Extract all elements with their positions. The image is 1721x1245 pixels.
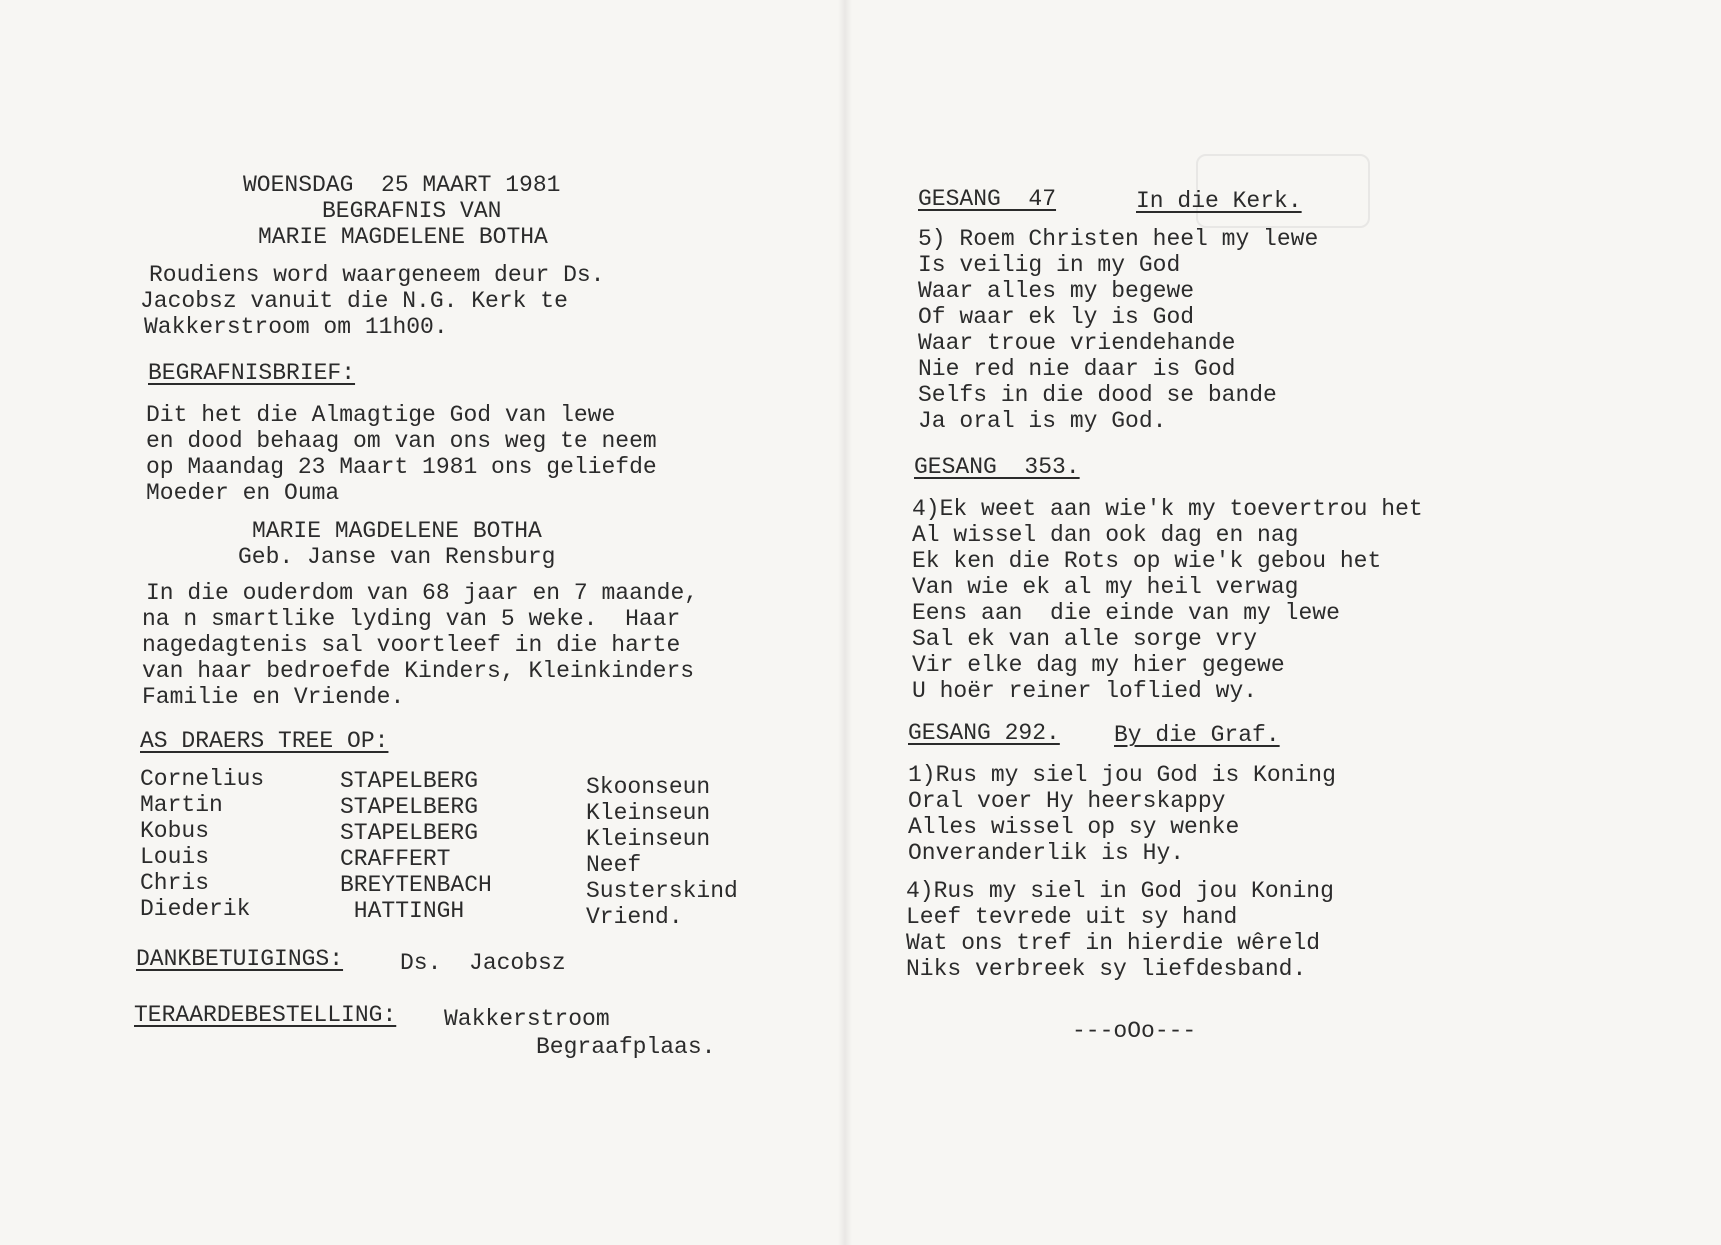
- hymn3-line: 4)Rus my siel in God jou Koning: [906, 878, 1334, 904]
- bearer-relation: Skoonseun: [586, 774, 711, 800]
- hymn2-line: Van wie ek al my heil verwag: [912, 574, 1299, 600]
- bearer-surname: STAPELBERG: [340, 820, 479, 846]
- hymn3-line: 1)Rus my siel jou God is Koning: [908, 762, 1336, 788]
- brief-heading: BEGRAFNISBRIEF:: [148, 360, 356, 386]
- hymn3-verse2: [906, 878, 1334, 982]
- hymn2-line: U hoër reiner loflied wy.: [912, 678, 1258, 704]
- hymn1-line: 5) Roem Christen heel my lewe: [918, 226, 1319, 252]
- hymn1-line: Of waar ek ly is God: [918, 304, 1195, 330]
- bearers-surnames: [340, 768, 492, 924]
- bearer-relation: Kleinseun: [586, 800, 711, 826]
- intro-line: Wakkerstroom om 11h00.: [144, 314, 448, 340]
- intro-line: Jacobsz vanuit die N.G. Kerk te: [140, 288, 568, 314]
- hymn1-line: Ja oral is my God.: [918, 408, 1167, 434]
- age-paragraph: [142, 580, 698, 710]
- bearer-relation: Vriend.: [586, 904, 683, 930]
- bearer-first-name: Cornelius: [140, 766, 265, 792]
- age-line: Familie en Vriende.: [142, 684, 405, 710]
- hymn1-line: Nie red nie daar is God: [918, 356, 1236, 382]
- bearer-surname: CRAFFERT: [340, 846, 451, 872]
- bearer-relation: Neef: [586, 852, 642, 878]
- hymn1-line: Waar troue vriendehande: [918, 330, 1236, 356]
- burial-label: TERAARDEBESTELLING:: [134, 1002, 397, 1028]
- bearer-first-name: Diederik: [140, 896, 251, 922]
- brief-line: Moeder en Ouma: [146, 480, 340, 506]
- deceased-name: MARIE MAGDELENE BOTHA: [252, 518, 542, 544]
- age-line: In die ouderdom van 68 jaar en 7 maande,: [146, 580, 699, 606]
- brief-line: op Maandag 23 Maart 1981 ons geliefde: [146, 454, 657, 480]
- bearers-first-names: [140, 766, 264, 922]
- left-page: [0, 0, 838, 1245]
- bearer-relation: Susterskind: [586, 878, 738, 904]
- bearer-first-name: Chris: [140, 870, 210, 896]
- end-mark: ---oOo---: [1072, 1018, 1197, 1044]
- hymn2-number: GESANG 353.: [914, 454, 1080, 480]
- age-line: van haar bedroefde Kinders, Kleinkinders: [142, 658, 695, 684]
- intro-paragraph: [140, 262, 604, 340]
- bearers-heading: AS DRAERS TREE OP:: [140, 728, 389, 754]
- age-line: nagedagtenis sal voortleef in die harte: [142, 632, 681, 658]
- intro-line: Roudiens word waargeneem deur Ds.: [149, 262, 605, 288]
- hymn3-verse1: [908, 762, 1336, 866]
- bearer-surname: HATTINGH: [340, 898, 465, 924]
- hymn2-line: Eens aan die einde van my lewe: [912, 600, 1340, 626]
- thanks-value: Ds. Jacobsz: [400, 950, 566, 976]
- bearer-surname: STAPELBERG: [340, 794, 479, 820]
- hymn3-title: By die Graf.: [1114, 722, 1280, 748]
- hymn2-line: Vir elke dag my hier gegewe: [912, 652, 1285, 678]
- hymn1-number: GESANG 47: [918, 186, 1057, 212]
- brief-paragraph: [146, 402, 657, 506]
- bearer-first-name: Kobus: [140, 818, 210, 844]
- hymn2-line: Ek ken die Rots op wie'k gebou het: [912, 548, 1382, 574]
- header-date: WOENSDAG 25 MAART 1981: [243, 172, 561, 198]
- burial-place: Wakkerstroom: [444, 1006, 610, 1032]
- bearer-first-name: Martin: [140, 792, 223, 818]
- hymn3-line: Wat ons tref in hierdie wêreld: [906, 930, 1321, 956]
- bearer-surname: BREYTENBACH: [340, 872, 492, 898]
- maiden-name: Geb. Janse van Rensburg: [238, 544, 556, 570]
- thanks-label: DANKBETUIGINGS:: [136, 946, 344, 972]
- right-page: [852, 0, 1721, 1245]
- hymn2-line: Al wissel dan ook dag en nag: [912, 522, 1299, 548]
- hymn2-line: Sal ek van alle sorge vry: [912, 626, 1258, 652]
- hymn2-line: 4)Ek weet aan wie'k my toevertrou het: [912, 496, 1423, 522]
- header-title: BEGRAFNIS VAN: [322, 198, 502, 224]
- hymn3-line: Niks verbreek sy liefdesband.: [906, 956, 1307, 982]
- hymn3-line: Alles wissel op sy wenke: [908, 814, 1240, 840]
- page-fold: [838, 0, 852, 1245]
- header-name: MARIE MAGDELENE BOTHA: [258, 224, 548, 250]
- hymn3-line: Leef tevrede uit sy hand: [906, 904, 1238, 930]
- burial-cemetery: Begraafplaas.: [536, 1034, 716, 1060]
- hymn1-title: In die Kerk.: [1136, 188, 1302, 214]
- hymn3-number: GESANG 292.: [908, 720, 1060, 746]
- brief-line: Dit het die Almagtige God van lewe: [146, 402, 616, 428]
- age-line: na n smartlike lyding van 5 weke. Haar: [142, 606, 681, 632]
- bearer-first-name: Louis: [140, 844, 210, 870]
- hymn2-verse: [912, 496, 1423, 704]
- hymn3-line: Oral voer Hy heerskappy: [908, 788, 1226, 814]
- bearer-relation: Kleinseun: [586, 826, 711, 852]
- hymn1-line: Waar alles my begewe: [918, 278, 1195, 304]
- hymn3-line: Onveranderlik is Hy.: [908, 840, 1185, 866]
- hymn1-verse: [918, 226, 1318, 434]
- bearers-relations: [586, 774, 738, 930]
- hymn1-line: Selfs in die dood se bande: [918, 382, 1277, 408]
- hymn1-line: Is veilig in my God: [918, 252, 1181, 278]
- brief-line: en dood behaag om van ons weg te neem: [146, 428, 657, 454]
- bearer-surname: STAPELBERG: [340, 768, 479, 794]
